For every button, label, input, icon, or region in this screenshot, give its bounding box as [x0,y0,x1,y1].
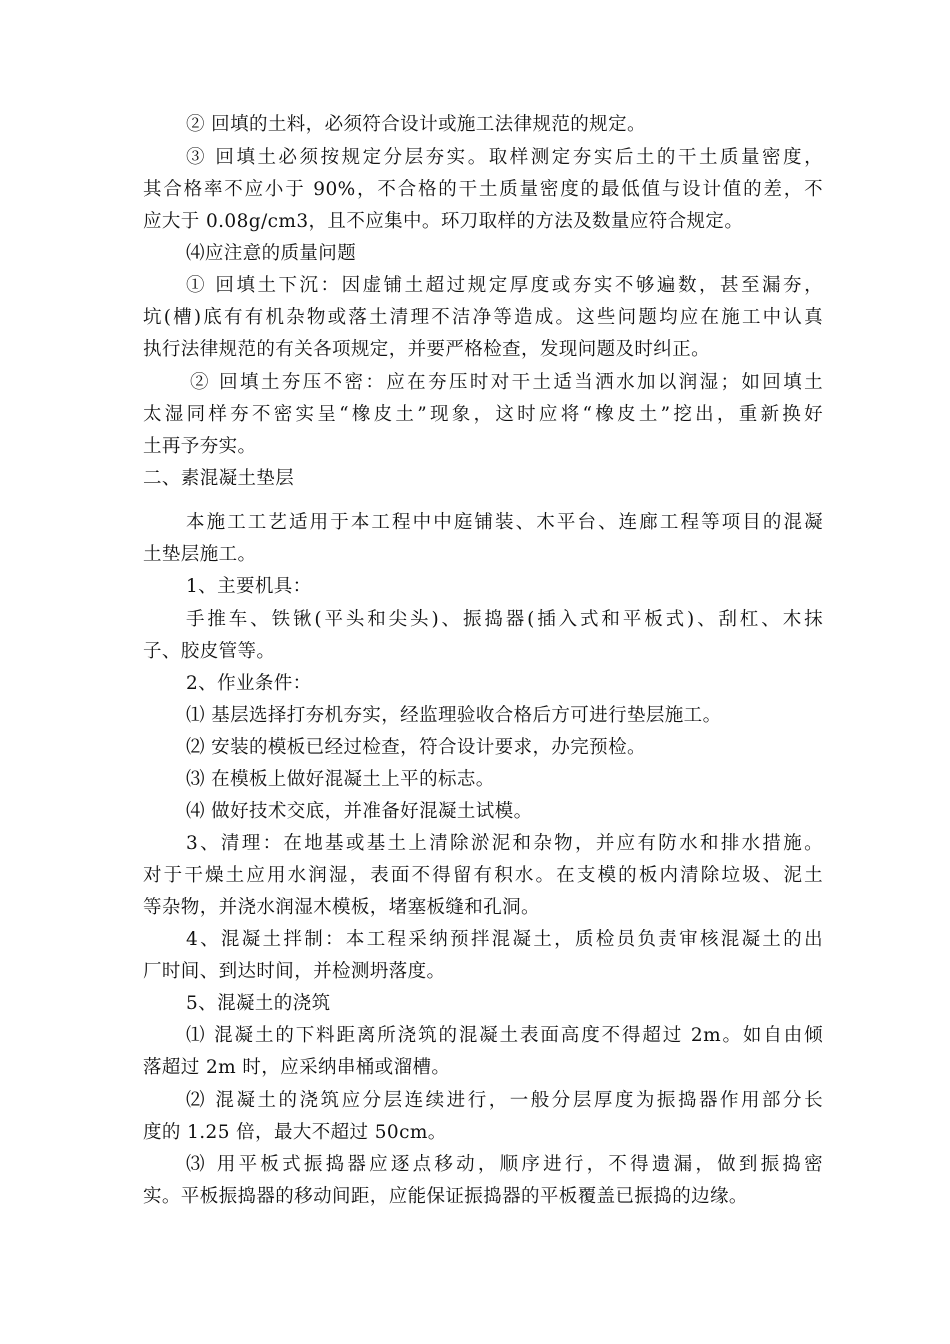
text-line: ② 回填的土料，必须符合设计或施工法律规范的规定。 [186,114,646,135]
subheading: 5、混凝土的浇筑 [186,993,331,1014]
text-line: 本施工工艺适用于本工程中中庭铺装、木平台、连廊工程等项目的混凝 [186,512,823,533]
text-line: ⑵ 混凝土的浇筑应分层连续进行，一般分层厚度为振捣器作用部分长 [186,1090,823,1111]
text-line: 等杂物，并浇水润湿木模板，堵塞板缝和孔洞。 [143,897,540,918]
text-line: ⑶ 在模板上做好混凝土上平的标志。 [186,769,495,790]
text-line: 实。平板振捣器的移动间距，应能保证振捣器的平板覆盖已振捣的边缘。 [143,1186,748,1207]
text-line: 其合格率不应小于 90%，不合格的干土质量密度的最低值与设计值的差，不 [143,179,823,200]
subheading: 1、主要机具： [186,576,312,597]
text-line: 坑(槽)底有有机杂物或落土清理不洁净等造成。这些问题均应在施工中认真 [143,307,823,328]
text-line: 度的 1.25 倍，最大不超过 50cm。 [143,1122,447,1143]
text-line: ⑷ 做好技术交底，并准备好混凝土试模。 [186,801,533,822]
text-line: 3、清理：在地基或基土上清除淤泥和杂物，并应有防水和排水措施。 [186,833,823,854]
text-line: 执行法律规范的有关各项规定，并要严格检查，发现问题及时纠正。 [143,339,711,360]
text-line: ① 回填土下沉：因虚铺土超过规定厚度或夯实不够遍数，甚至漏夯， [186,275,823,296]
section-heading: 二、素混凝土垫层 [143,468,295,489]
text-line: 对于干燥土应用水润湿，表面不得留有积水。在支模的板内清除垃圾、泥土 [143,865,823,886]
text-line: 土再予夯实。 [143,436,257,457]
text-line: 厂时间、到达时间，并检测坍落度。 [143,961,446,982]
text-line: ⑴ 基层选择打夯机夯实，经监理验收合格后方可进行垫层施工。 [186,705,722,726]
subheading: 2、作业条件： [186,673,312,694]
text-line: ② 回填土夯压不密：应在夯压时对干土适当洒水加以润湿；如回填土 [190,372,823,393]
text-line: 4、混凝土拌制：本工程采纳预拌混凝土，质检员负责审核混凝土的出 [186,929,823,950]
text-line: 落超过 2m 时，应采纳串桶或溜槽。 [143,1057,451,1078]
text-line: ⑵ 安装的模板已经过检查，符合设计要求，办完预检。 [186,737,646,758]
text-line: 子、胶皮管等。 [143,641,276,662]
text-line: 手推车、铁锹(平头和尖头)、振捣器(插入式和平板式)、刮杠、木抹 [186,609,823,630]
section-heading: ⑷应注意的质量问题 [186,243,357,264]
text-line: ③ 回填土必须按规定分层夯实。取样测定夯实后土的干土质量密度， [186,147,823,168]
text-line: 土垫层施工。 [143,544,257,565]
text-line: ⑶ 用平板式振捣器应逐点移动，顺序进行，不得遗漏，做到振捣密 [186,1154,823,1175]
text-line: ⑴ 混凝土的下料距离所浇筑的混凝土表面高度不得超过 2m。如自由倾 [186,1025,823,1046]
text-line: 太湿同样夯不密实呈“橡皮土”现象，这时应将“橡皮土”挖出，重新换好 [143,404,823,425]
text-line: 应大于 0.08g/cm3，且不应集中。环刀取样的方法及数量应符合规定。 [143,211,744,232]
